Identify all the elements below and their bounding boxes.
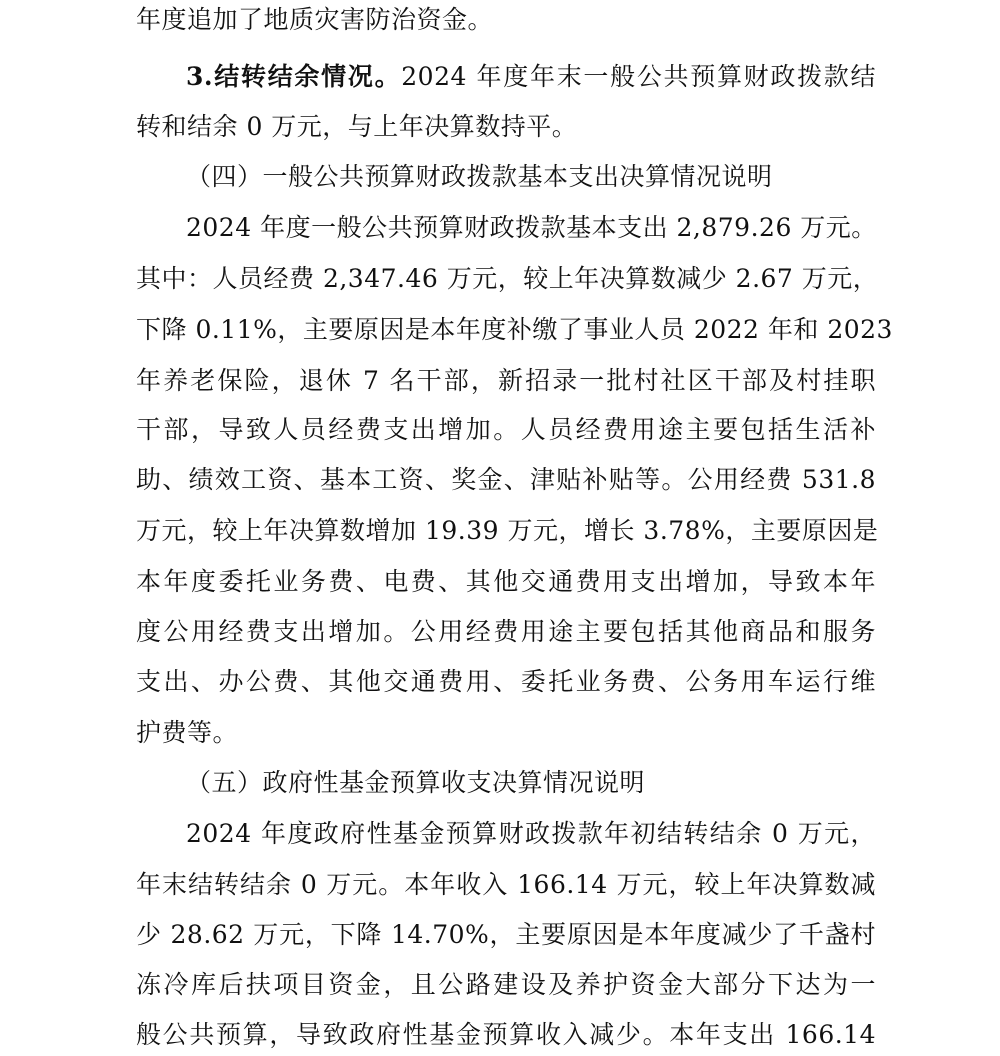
paragraph-line: 万元，较上年决算数增加 19.39 万元，增长 3.78%，主要原因是	[136, 516, 879, 545]
paragraph-line: 冻冷库后扶项目资金，且公路建设及养护资金大部分下达为一	[136, 970, 876, 999]
paragraph-line: 其中：人员经费 2,347.46 万元，较上年决算数减少 2.67 万元，	[136, 264, 879, 293]
paragraph-line: 年养老保险，退休 7 名干部，新招录一批村社区干部及村挂职	[136, 366, 876, 395]
paragraph-line: 护费等。	[136, 718, 239, 747]
paragraph-line: 转和结余 0 万元，与上年决算数持平。	[136, 112, 578, 141]
paragraph-line: 下降 0.11%，主要原因是本年度补缴了事业人员 2022 年和 2023	[136, 315, 893, 344]
item-3-text: 2024 年度年末一般公共预算财政拨款结	[401, 62, 876, 91]
item-3-line	[186, 60, 876, 94]
paragraph-line: 助、绩效工资、基本工资、奖金、津贴补贴等。公用经费 531.8	[136, 465, 876, 494]
paragraph-line: 2024 年度政府性基金预算财政拨款年初结转结余 0 万元，	[186, 819, 876, 848]
paragraph-line: 年末结转结余 0 万元。本年收入 166.14 万元，较上年决算数减	[136, 870, 876, 899]
section-heading-5: （五）政府性基金预算收支决算情况说明	[186, 768, 646, 797]
paragraph-line: 本年度委托业务费、电费、其他交通费用支出增加，导致本年	[136, 567, 876, 596]
section-heading-4: （四）一般公共预算财政拨款基本支出决算情况说明	[186, 162, 773, 191]
paragraph-line: 2024 年度一般公共预算财政拨款基本支出 2,879.26 万元。	[186, 213, 877, 242]
item-3-label: 3.结转结余情况。	[186, 62, 402, 91]
paragraph-line: 支出、办公费、其他交通费用、委托业务费、公务用车运行维	[136, 667, 876, 696]
paragraph-line: 度公用经费支出增加。公用经费用途主要包括其他商品和服务	[136, 617, 876, 646]
paragraph-line: 般公共预算，导致政府性基金预算收入减少。本年支出 166.14	[136, 1020, 876, 1049]
paragraph-line: 干部，导致人员经费支出增加。人员经费用途主要包括生活补	[136, 415, 876, 444]
paragraph-line: 少 28.62 万元，下降 14.70%，主要原因是本年度减少了千盏村	[136, 920, 876, 949]
paragraph-line: 年度追加了地质灾害防治资金。	[136, 5, 494, 34]
